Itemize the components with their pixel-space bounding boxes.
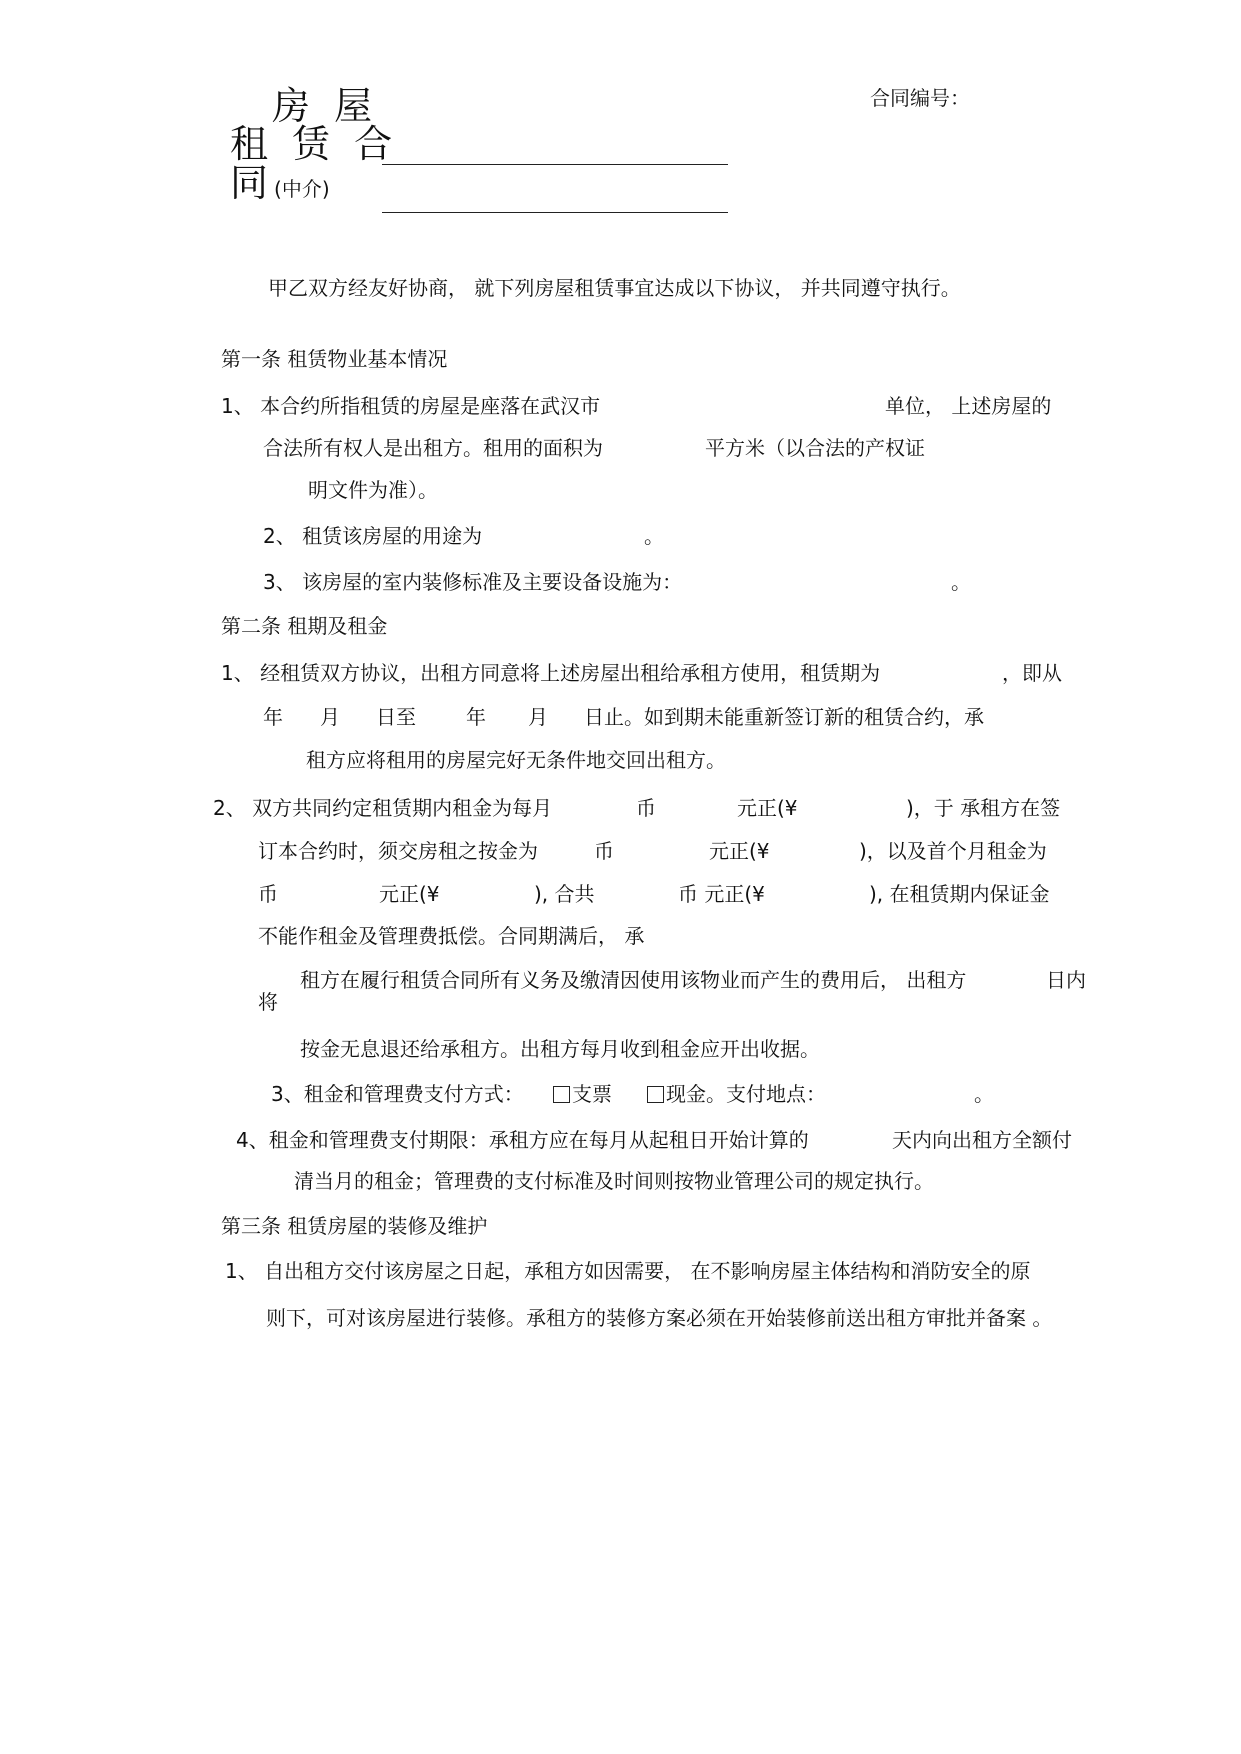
a1-p3-a: 3、 该房屋的室内装修标准及主要设备设施为： xyxy=(263,570,683,594)
a2-p4-b: 天内向出租方全额付 xyxy=(892,1128,1072,1152)
a2-p2-o: 租方在履行租赁合同所有义务及缴清因使用该物业而产生的费用后， 出租方 xyxy=(300,968,967,992)
a1-p1-d: 平方米（以合法的产权证 xyxy=(705,436,925,460)
a2-p2-c: 元正(¥ xyxy=(737,796,798,820)
a1-p1-e: 明文件为准）。 xyxy=(308,478,438,502)
title-suffix: (中介) xyxy=(274,177,330,201)
a3-p1-b: 则下，可对该房屋进行装修。承租方的装修方案必须在开始装修前送出租方审批并备案 。 xyxy=(266,1306,1053,1330)
checkbox-icon xyxy=(553,1086,570,1103)
checkbox-icon xyxy=(647,1086,664,1103)
a2-p3-a: 3、租金和管理费支付方式： xyxy=(271,1082,524,1106)
intro-paragraph: 甲乙双方经友好协商， 就下列房屋租赁事宜达成以下协议， 并共同遵守执行。 xyxy=(268,276,961,300)
a2-p1-c2: 月 xyxy=(320,705,340,729)
title-char: 同 xyxy=(230,161,275,205)
contract-number-line-2 xyxy=(382,212,728,213)
payment-option-cash[interactable] xyxy=(647,1080,826,1108)
a2-p2-p: 日内 xyxy=(1046,968,1086,992)
a2-p2-r: 按金无息退还给承租方。出租方每月收到租金应开出收据。 xyxy=(300,1037,820,1061)
a2-p4-a: 4、租金和管理费支付期限：承租方应在每月从起租日开始计算的 xyxy=(236,1128,809,1152)
title-line-3 xyxy=(230,163,330,203)
a2-p2-h: )，以及首个月租金为 xyxy=(859,839,1047,863)
a3-p1-a: 1、 自出租方交付该房屋之日起，承租方如因需要， 在不影响房屋主体结构和消防安全的原 xyxy=(225,1259,1031,1283)
payment-option-cash-label: 现金。支付地点： xyxy=(666,1082,826,1106)
title-line-2: 租 赁 合 xyxy=(230,122,399,166)
contract-number-label: 合同编号： xyxy=(870,86,970,110)
a2-p2-a: 2、 双方共同约定租赁期内租金为每月 xyxy=(213,796,553,820)
a2-p4-c: 清当月的租金；管理费的支付标准及时间则按物业管理公司的规定执行。 xyxy=(294,1169,934,1193)
a2-p1-c1: 年 xyxy=(263,705,283,729)
a2-p2-e: 订本合约时，须交房租之按金为 xyxy=(258,839,538,863)
a2-p1-c4: 年 xyxy=(466,705,486,729)
a2-p2-j: 元正(¥ xyxy=(379,882,440,906)
article-3-heading: 第三条 租赁房屋的装修及维护 xyxy=(221,1214,488,1238)
a2-p1-c6: 日止。如到期未能重新签订新的租赁合约，承 xyxy=(584,705,984,729)
a2-p2-g: 元正(¥ xyxy=(709,839,770,863)
article-1-heading: 第一条 租赁物业基本情况 xyxy=(221,347,448,371)
a2-p2-d: )，于 承租方在签 xyxy=(906,796,1061,820)
a2-p2-k: ), 合共 xyxy=(534,882,595,906)
a2-p2-q: 将 xyxy=(258,990,278,1014)
a1-p2-a: 2、 租赁该房屋的用途为 xyxy=(263,524,483,548)
a2-p3-end: 。 xyxy=(974,1082,994,1106)
a1-p1-b: 单位， 上述房屋的 xyxy=(885,394,1052,418)
a2-p1-d: 租方应将租用的房屋完好无条件地交回出租方。 xyxy=(306,748,726,772)
a2-p2-l: 币 元正(¥ xyxy=(678,882,765,906)
a2-p2-m: ), 在租赁期内保证金 xyxy=(869,882,1050,906)
a2-p1-c5: 月 xyxy=(528,705,548,729)
a2-p1-a: 1、 经租赁双方协议，出租方同意将上述房屋出租给承租方使用，租赁期为 xyxy=(221,661,881,685)
payment-option-check-label: 支票 xyxy=(572,1082,612,1106)
a2-p1-c3: 日至 xyxy=(376,705,416,729)
a2-p1-b: ，即从 xyxy=(1002,661,1062,685)
a1-p1-c: 合法所有权人是出租方。租用的面积为 xyxy=(263,436,603,460)
article-2-heading: 第二条 租期及租金 xyxy=(221,614,388,638)
a1-p1-a: 1、 本合约所指租赁的房屋是座落在武汉市 xyxy=(221,394,601,418)
a2-p2-b: 币 xyxy=(636,796,656,820)
a1-p3-b: 。 xyxy=(951,570,971,594)
a2-p2-i: 币 xyxy=(258,882,278,906)
a2-p2-n: 不能作租金及管理费抵偿。合同期满后， 承 xyxy=(258,924,645,948)
title-line-1: 房 屋 xyxy=(272,84,379,128)
payment-option-check[interactable] xyxy=(553,1080,612,1108)
a2-p2-f: 币 xyxy=(594,839,614,863)
contract-number-line-1 xyxy=(382,164,728,165)
a1-p2-b: 。 xyxy=(644,524,664,548)
